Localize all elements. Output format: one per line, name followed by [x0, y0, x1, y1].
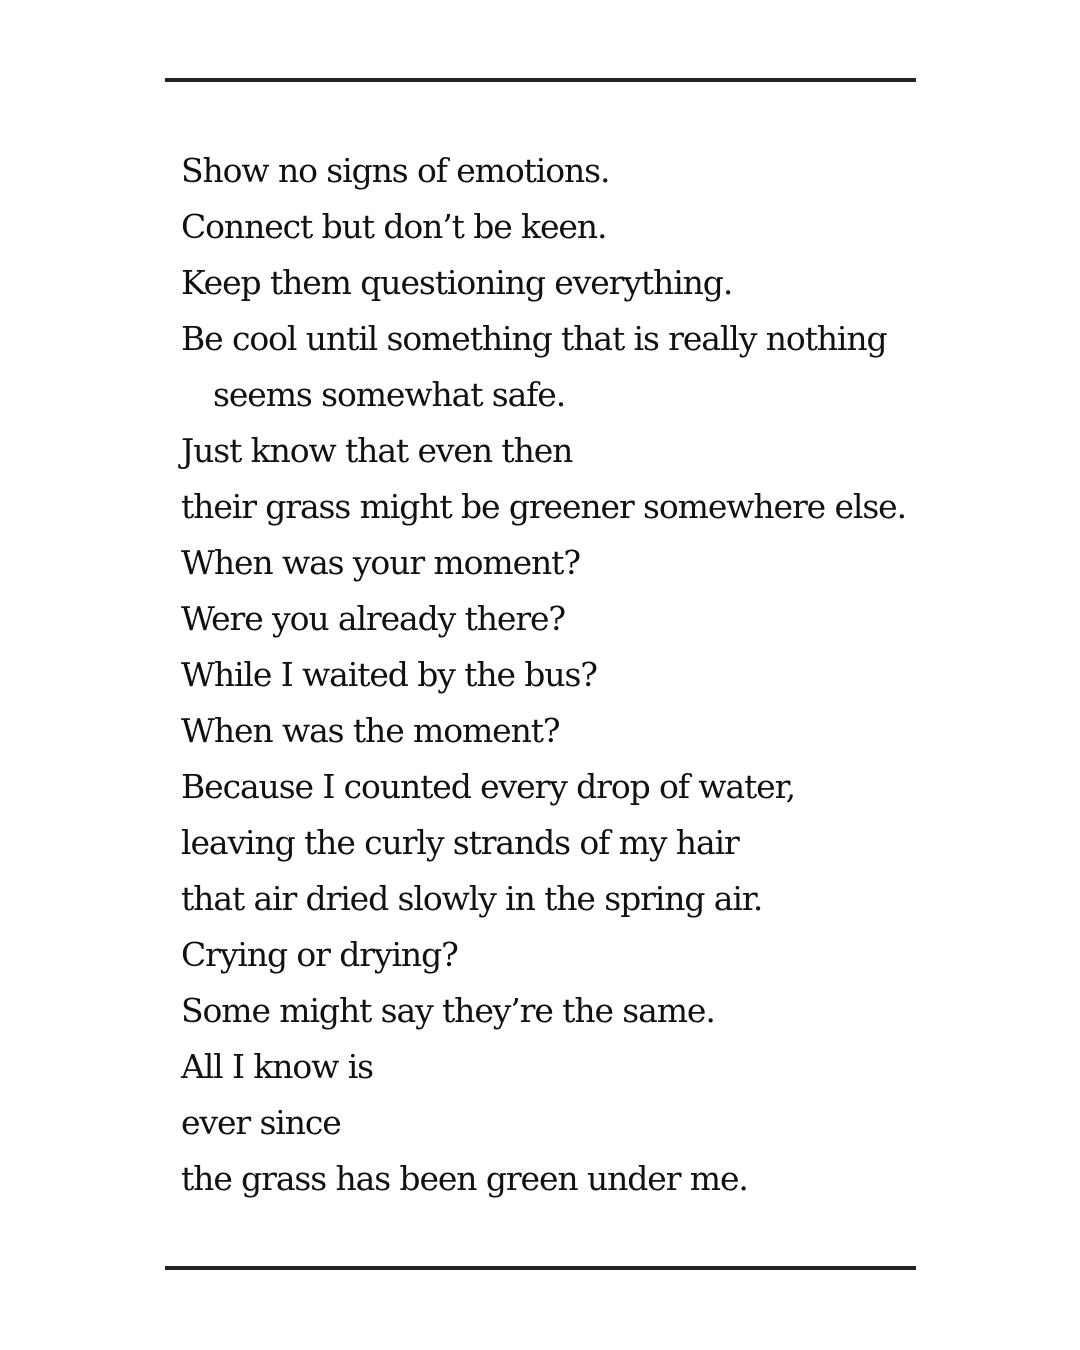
poem-line: Show no signs of emotions.	[181, 151, 610, 190]
poem-line: Connect but don’t be keen.	[181, 207, 607, 246]
poem-line: When was the moment?	[181, 711, 560, 750]
poem-line: When was your moment?	[181, 543, 580, 582]
poem-line: Some might say they’re the same.	[181, 991, 715, 1030]
poem-line: Just know that even then	[181, 431, 573, 470]
poem-line: Crying or drying?	[181, 935, 458, 974]
top-divider	[165, 78, 916, 82]
poem-line: All I know is	[181, 1047, 373, 1086]
poem-line: Keep them questioning everything.	[181, 263, 733, 302]
poem-line-continuation: seems somewhat safe.	[213, 375, 566, 414]
poem-line: Because I counted every drop of water,	[181, 767, 796, 806]
poem-line: leaving the curly strands of my hair	[181, 823, 739, 862]
poem-line: the grass has been green under me.	[181, 1159, 748, 1198]
poem-line: Be cool until something that is really nothing	[181, 319, 887, 358]
poem-line: While I waited by the bus?	[181, 655, 597, 694]
poem-line: that air dried slowly in the spring air.	[181, 879, 763, 918]
poem-line: their grass might be greener somewhere else.	[181, 487, 907, 526]
poem-line: ever since	[181, 1103, 341, 1142]
bottom-divider	[165, 1266, 916, 1270]
poem-body	[181, 143, 941, 1207]
poem-line: Were you already there?	[181, 599, 566, 638]
